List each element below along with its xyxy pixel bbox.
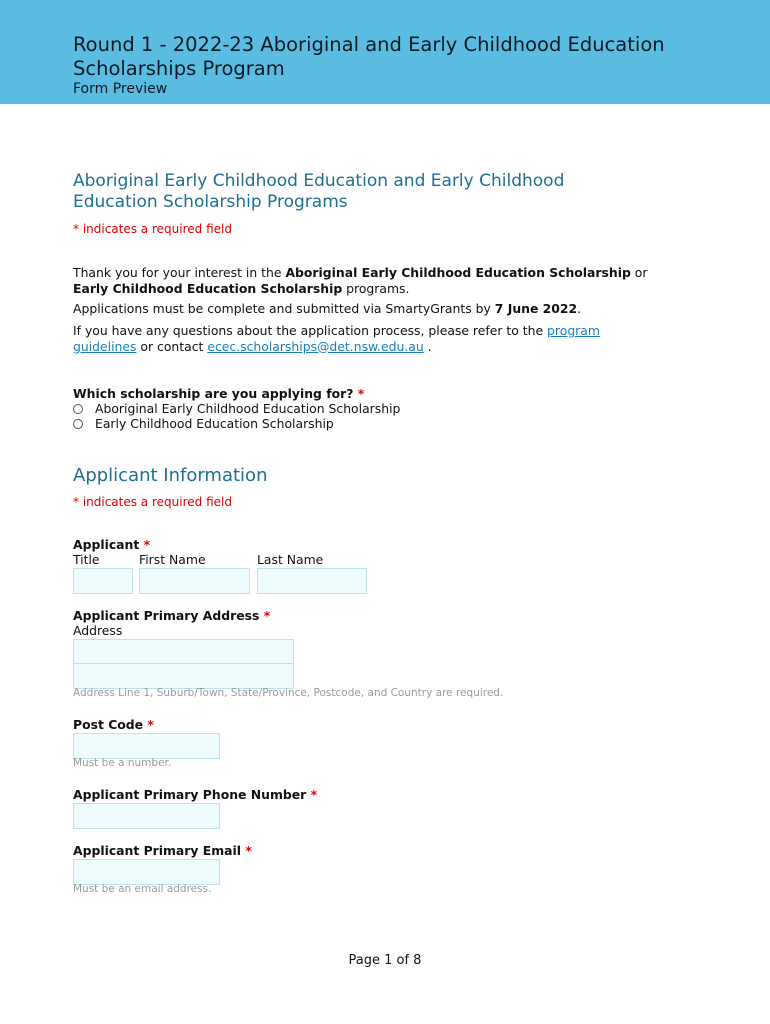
address-sublabel: Address <box>73 623 123 638</box>
title-input[interactable] <box>73 568 133 594</box>
radio-button[interactable] <box>73 404 83 414</box>
address-hint: Address Line 1, Suburb/Town, State/Province, Postcode, and Country are required. <box>73 687 504 699</box>
program-guidelines-link[interactable]: program guidelines <box>73 323 600 354</box>
contact-email-link[interactable]: ecec.scholarships@det.nsw.edu.au <box>207 338 424 354</box>
form-header <box>0 0 770 104</box>
last-name-input[interactable] <box>257 568 367 594</box>
scholarship-question-label: Which scholarship are you applying for? * <box>73 386 365 401</box>
phone-input[interactable] <box>73 803 220 829</box>
intro-paragraph-2: Applications must be complete and submitted via SmartyGrants by 7 June 2022. <box>73 301 582 316</box>
intro-heading: Aboriginal Early Childhood Education and Early Childhood Education Scholarship Programs <box>73 171 565 212</box>
postcode-input[interactable] <box>73 733 220 759</box>
title-label: Title <box>73 552 100 567</box>
address-line-1-input[interactable] <box>73 639 294 664</box>
form-title: Round 1 - 2022-23 Aboriginal and Early Childhood Education Scholarships Program <box>73 33 665 80</box>
applicant-label: Applicant * <box>73 537 151 552</box>
email-hint: Must be an email address. <box>73 883 212 895</box>
email-label: Applicant Primary Email * <box>73 843 252 858</box>
intro-paragraph-1: Thank you for your interest in the Aboriginal Early Childhood Education Scholarship or Early Childhood Education Scholarship programs. <box>73 265 648 296</box>
form-subtitle: Form Preview <box>73 81 168 97</box>
address-label: Applicant Primary Address * <box>73 608 271 623</box>
applicant-info-heading: Applicant Information <box>73 465 268 486</box>
intro-paragraph-3: If you have any questions about the application process, please refer to the program guidelines or contact ecec.scholarships@det.nsw.edu.au . <box>73 323 600 354</box>
phone-label: Applicant Primary Phone Number * <box>73 787 318 802</box>
first-name-input[interactable] <box>139 568 250 594</box>
scholarship-option-early-childhood[interactable]: Early Childhood Education Scholarship <box>73 416 334 431</box>
last-name-label: Last Name <box>257 552 324 567</box>
required-note: * indicates a required field <box>73 222 232 236</box>
scholarship-option-aboriginal[interactable]: Aboriginal Early Childhood Education Scholarship <box>73 401 400 416</box>
email-input[interactable] <box>73 859 220 885</box>
required-note: * indicates a required field <box>73 495 232 509</box>
first-name-label: First Name <box>139 552 206 567</box>
postcode-hint: Must be a number. <box>73 757 172 769</box>
address-line-2-input[interactable] <box>73 664 294 689</box>
postcode-label: Post Code * <box>73 717 154 732</box>
page-number: Page 1 of 8 <box>348 953 422 968</box>
radio-button[interactable] <box>73 419 83 429</box>
